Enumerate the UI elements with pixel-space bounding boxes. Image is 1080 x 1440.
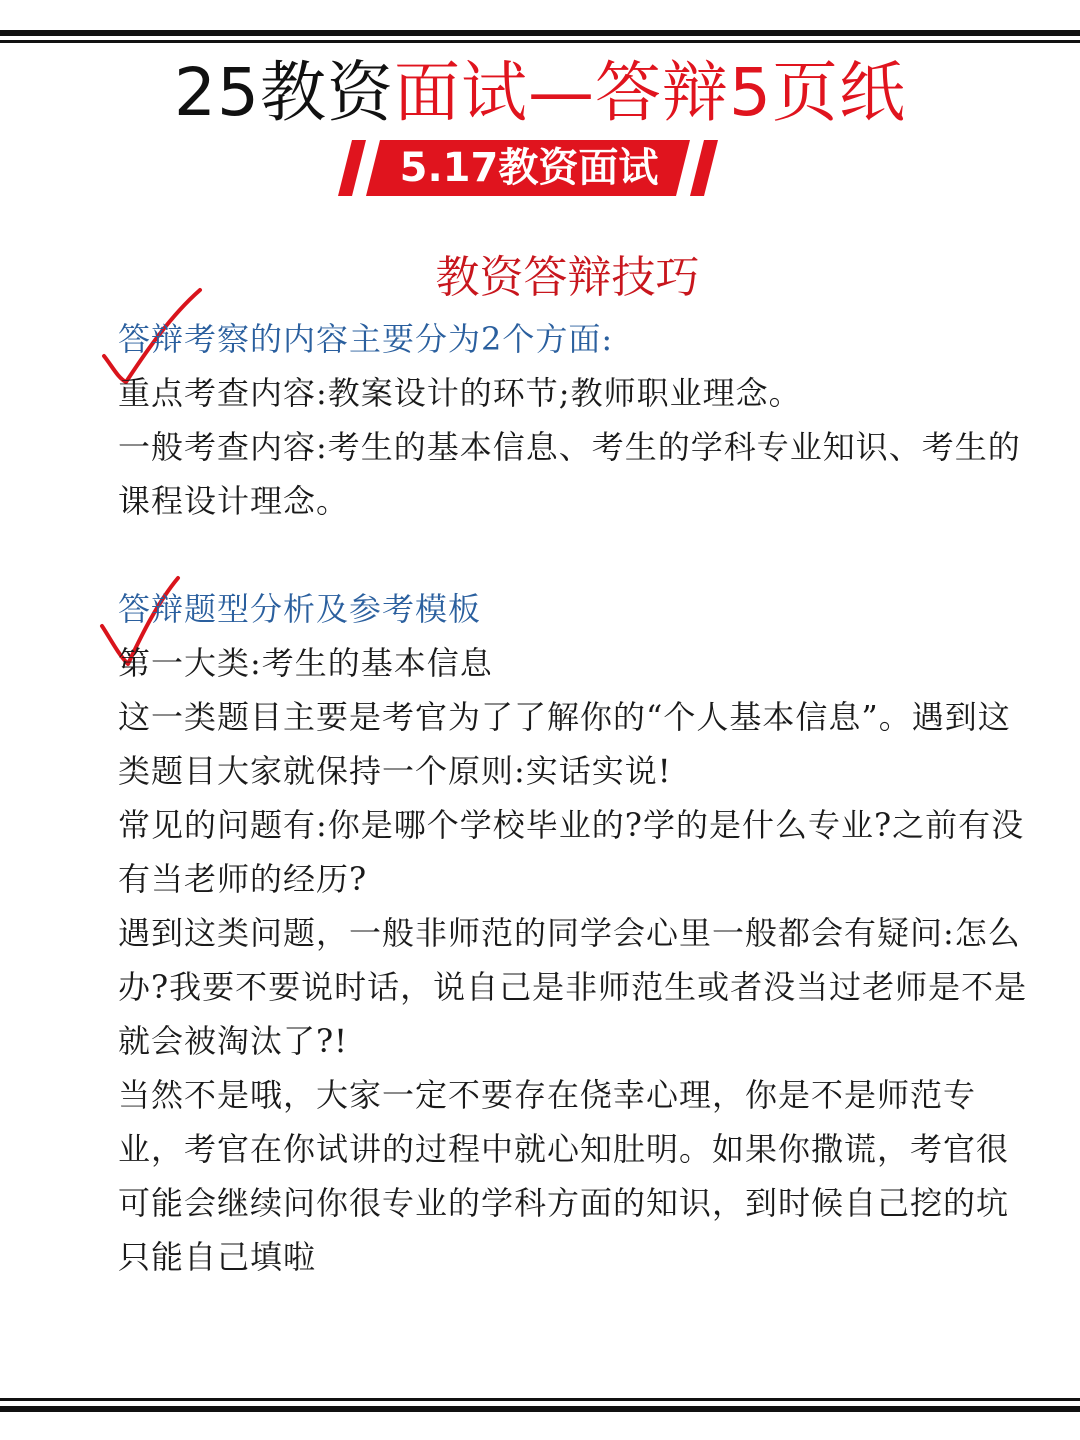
paragraph: 第一大类:考生的基本信息: [118, 644, 493, 682]
paragraph: 常见的问题有:你是哪个学校毕业的?学的是什么专业?之前有没有当老师的经历?: [118, 806, 1025, 898]
paragraph: 遇到这类问题，一般非师范的同学会心里一般都会有疑问:怎么办?我要不要说时话，说自己是非师范生或者没当过老师是不是就会被淘汰了?!: [118, 914, 1028, 1060]
date-banner: [334, 140, 724, 196]
paragraph: 这一类题目主要是考官为了了解你的“个人基本信息”。遇到这类题目大家就保持一个原则:实话实说!: [118, 698, 1011, 790]
paragraph: 一般考查内容:考生的基本信息、考生的学科专业知识、考生的课程设计理念。: [118, 428, 1021, 520]
exam-content-heading: 答辩考察的内容主要分为2个方面:: [118, 320, 614, 358]
paragraph: 重点考查内容:教案设计的环节;教师职业理念。: [118, 374, 802, 412]
question-types-section: [118, 582, 1038, 1284]
banner-text: 5.17教资面试: [399, 145, 659, 191]
exam-content-section: [118, 312, 1038, 528]
page-title-black-part: 25教资: [174, 54, 394, 131]
question-types-heading: 答辩题型分析及参考模板: [118, 590, 482, 628]
section-title: 教资答辩技巧: [435, 252, 700, 303]
top-border-thin: [0, 40, 1080, 43]
top-border-thick: [0, 30, 1080, 36]
page-title: [0, 52, 1080, 134]
paragraph: 当然不是哦，大家一定不要存在侥幸心理，你是不是师范专业，考官在你试讲的过程中就心知肚明。如果你撒谎，考官很可能会继续问你很专业的学科方面的知识，到时候自己挖的坑只能自己填啦: [118, 1076, 1010, 1276]
bottom-border-thick: [0, 1406, 1080, 1412]
bottom-border-thin: [0, 1398, 1080, 1401]
page-title-red-part: 面试—答辩5页纸: [393, 54, 906, 131]
